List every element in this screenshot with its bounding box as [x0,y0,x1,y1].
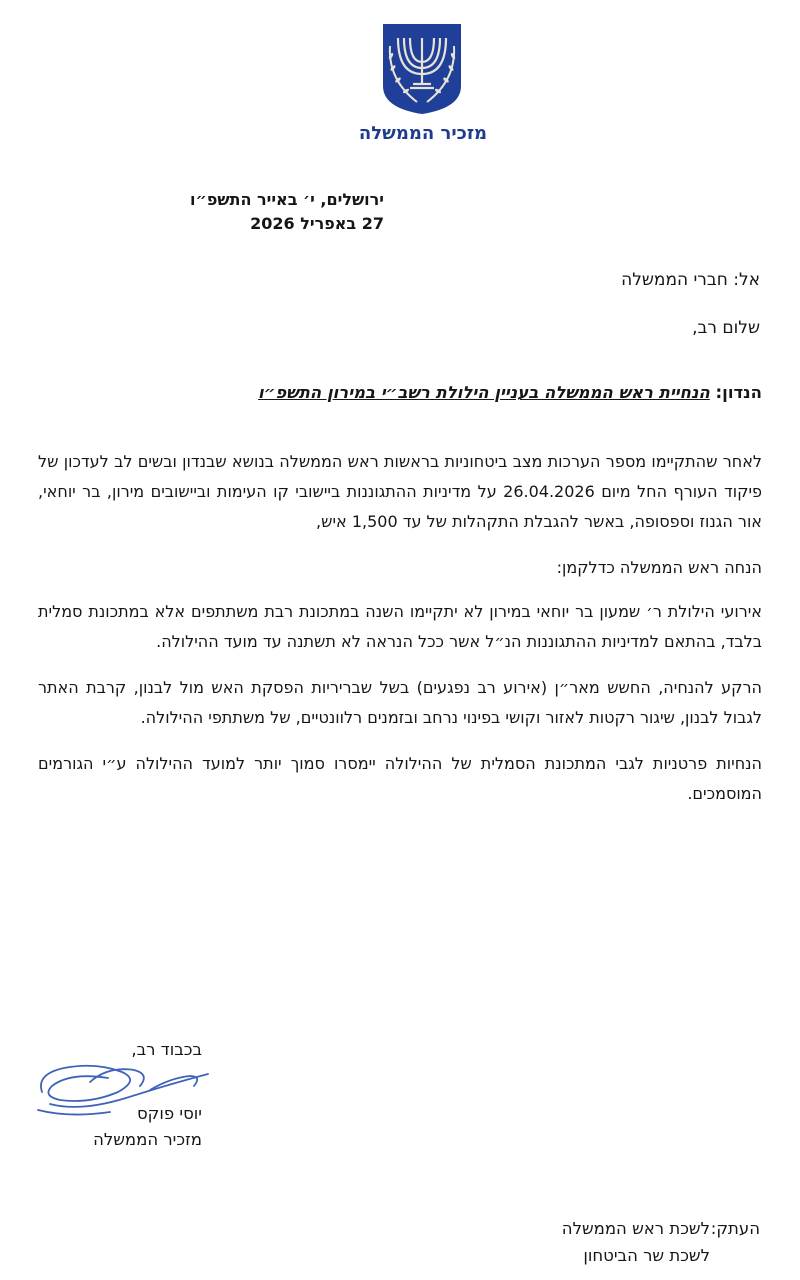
state-emblem-icon [379,22,465,116]
body-paragraph: אירועי הילולת ר׳ שמעון בר יוחאי במירון לא יתקיימו השנה במתכונת רבת משתתפים אלא במתכונת סמלית בלבד, בהתאם למדיניות ההתגוננות הנ״ל אשר ככל הנראה לא תשתנה עד מועד ההילולה. [38,602,762,651]
letter-body [38,447,762,825]
subject-text: הנחיית ראש הממשלה בעניין הילולת רשב״י במירון התשפ״ו [258,383,710,402]
addressee-line: אל: חברי הממשלה [621,270,760,290]
cc-recipient: לשכת ראש הממשלה [561,1219,710,1238]
organization-title: מזכיר הממשלה [358,123,488,144]
cc-list [562,1215,710,1269]
date-gregorian: 27 באפריל 2026 [250,214,384,233]
date-hebrew: ירושלים, י׳ באייר התשפ״ו [190,190,384,209]
date-block [44,188,384,236]
signatory-name: יוסי פוקס [136,1104,202,1123]
cc-label: העתק: [710,1219,760,1238]
greeting: שלום רב, [692,318,760,338]
body-paragraph: לאחר שהתקיימו מספר הערכות מצב ביטחוניות בראשות ראש הממשלה בנושא שבנדון ובשים לב לעדכון של פיקוד העורף החל מיום 26.04.2026 על מדיניות ההתגוננות ביישובי קו העימות וביישובים מירון, בר יוחאי, אור הגנוז וספסופה, באשר להגבלת התקהלות של עד 1,500 איש, [38,452,763,531]
body-paragraph: הרקע להנחיה, החשש מאר״ן (אירוע רב נפגעים) בשל שבריריות הפסקת האש מול לבנון, קרבת האתר לגבול לבנון, שיגור רקטות לאזור וקושי בפינוי נרחב ובזמנים רלוונטיים, של משתתפי ההילולה. [38,678,762,727]
closing-regards: בכבוד רב, [131,1040,202,1059]
subject-line [258,383,762,402]
signatory-title: מזכיר הממשלה [93,1130,202,1149]
body-paragraph: הנחה ראש הממשלה כדלקמן: [556,558,762,577]
body-paragraph: הנחיות פרטניות לגבי המתכונת הסמלית של ההילולה יימסרו סמוך יותר למועד ההילולה ע״י הגורמים המוסמכים. [38,754,762,803]
subject-label: הנדון: [709,383,762,402]
cc-recipient: לשכת שר הביטחון [583,1246,710,1265]
